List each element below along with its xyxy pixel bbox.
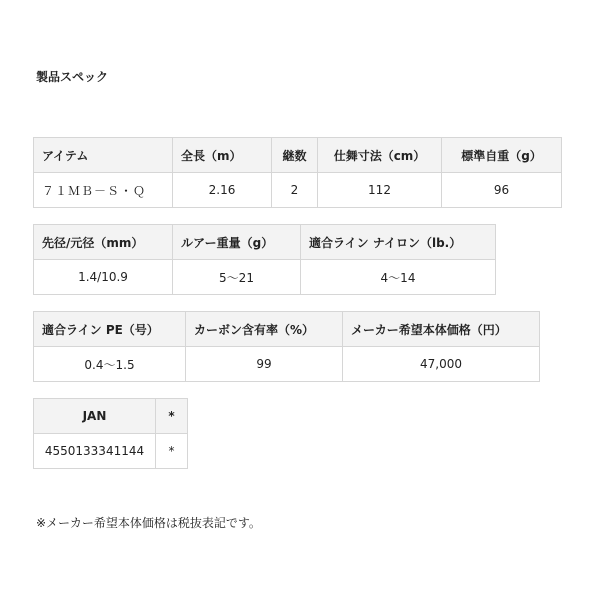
cell-pe-line: 0.4〜1.5 (34, 347, 186, 382)
header-pe-line: 適合ライン PE（号） (34, 312, 186, 347)
header-total-length: 全長（m） (173, 138, 272, 173)
header-price: メーカー希望本体価格（円） (343, 312, 540, 347)
cell-jan-code: 4550133341144 (34, 434, 156, 469)
spec-table-basic (33, 137, 562, 208)
header-standard-weight: 標準自重（g） (442, 138, 562, 173)
table-header-row (34, 138, 562, 173)
cell-closed-length: 112 (318, 173, 442, 208)
cell-total-length: 2.16 (173, 173, 272, 208)
cell-lure-weight: 5〜21 (173, 260, 301, 295)
cell-nylon-line: 4〜14 (301, 260, 496, 295)
price-footnote: ※メーカー希望本体価格は税抜表記です。 (36, 516, 261, 530)
header-lure-weight: ルアー重量（g） (173, 225, 301, 260)
spec-table-diameter (33, 224, 496, 295)
header-jan-extra: * (156, 399, 188, 434)
cell-carbon-content: 99 (186, 347, 343, 382)
header-carbon-content: カーボン含有率（%） (186, 312, 343, 347)
cell-standard-weight: 96 (442, 173, 562, 208)
table-header-row (34, 399, 188, 434)
table-row (34, 347, 540, 382)
header-nylon-line: 適合ライン ナイロン（lb.） (301, 225, 496, 260)
table-row (34, 173, 562, 208)
cell-item: ７１ＭＢ－Ｓ・Ｑ (34, 173, 173, 208)
cell-price: 47,000 (343, 347, 540, 382)
header-tip-butt-diameter: 先径/元径（mm） (34, 225, 173, 260)
table-row (34, 260, 496, 295)
header-item: アイテム (34, 138, 173, 173)
spec-table-pe-price (33, 311, 540, 382)
header-pieces: 継数 (272, 138, 318, 173)
table-header-row (34, 312, 540, 347)
header-closed-length: 仕舞寸法（cm） (318, 138, 442, 173)
cell-pieces: 2 (272, 173, 318, 208)
table-header-row (34, 225, 496, 260)
cell-jan-extra: * (156, 434, 188, 469)
page-title: 製品スペック (36, 70, 109, 84)
spec-table-jan (33, 398, 188, 469)
cell-tip-butt-diameter: 1.4/10.9 (34, 260, 173, 295)
table-row (34, 434, 188, 469)
header-jan: JAN (34, 399, 156, 434)
